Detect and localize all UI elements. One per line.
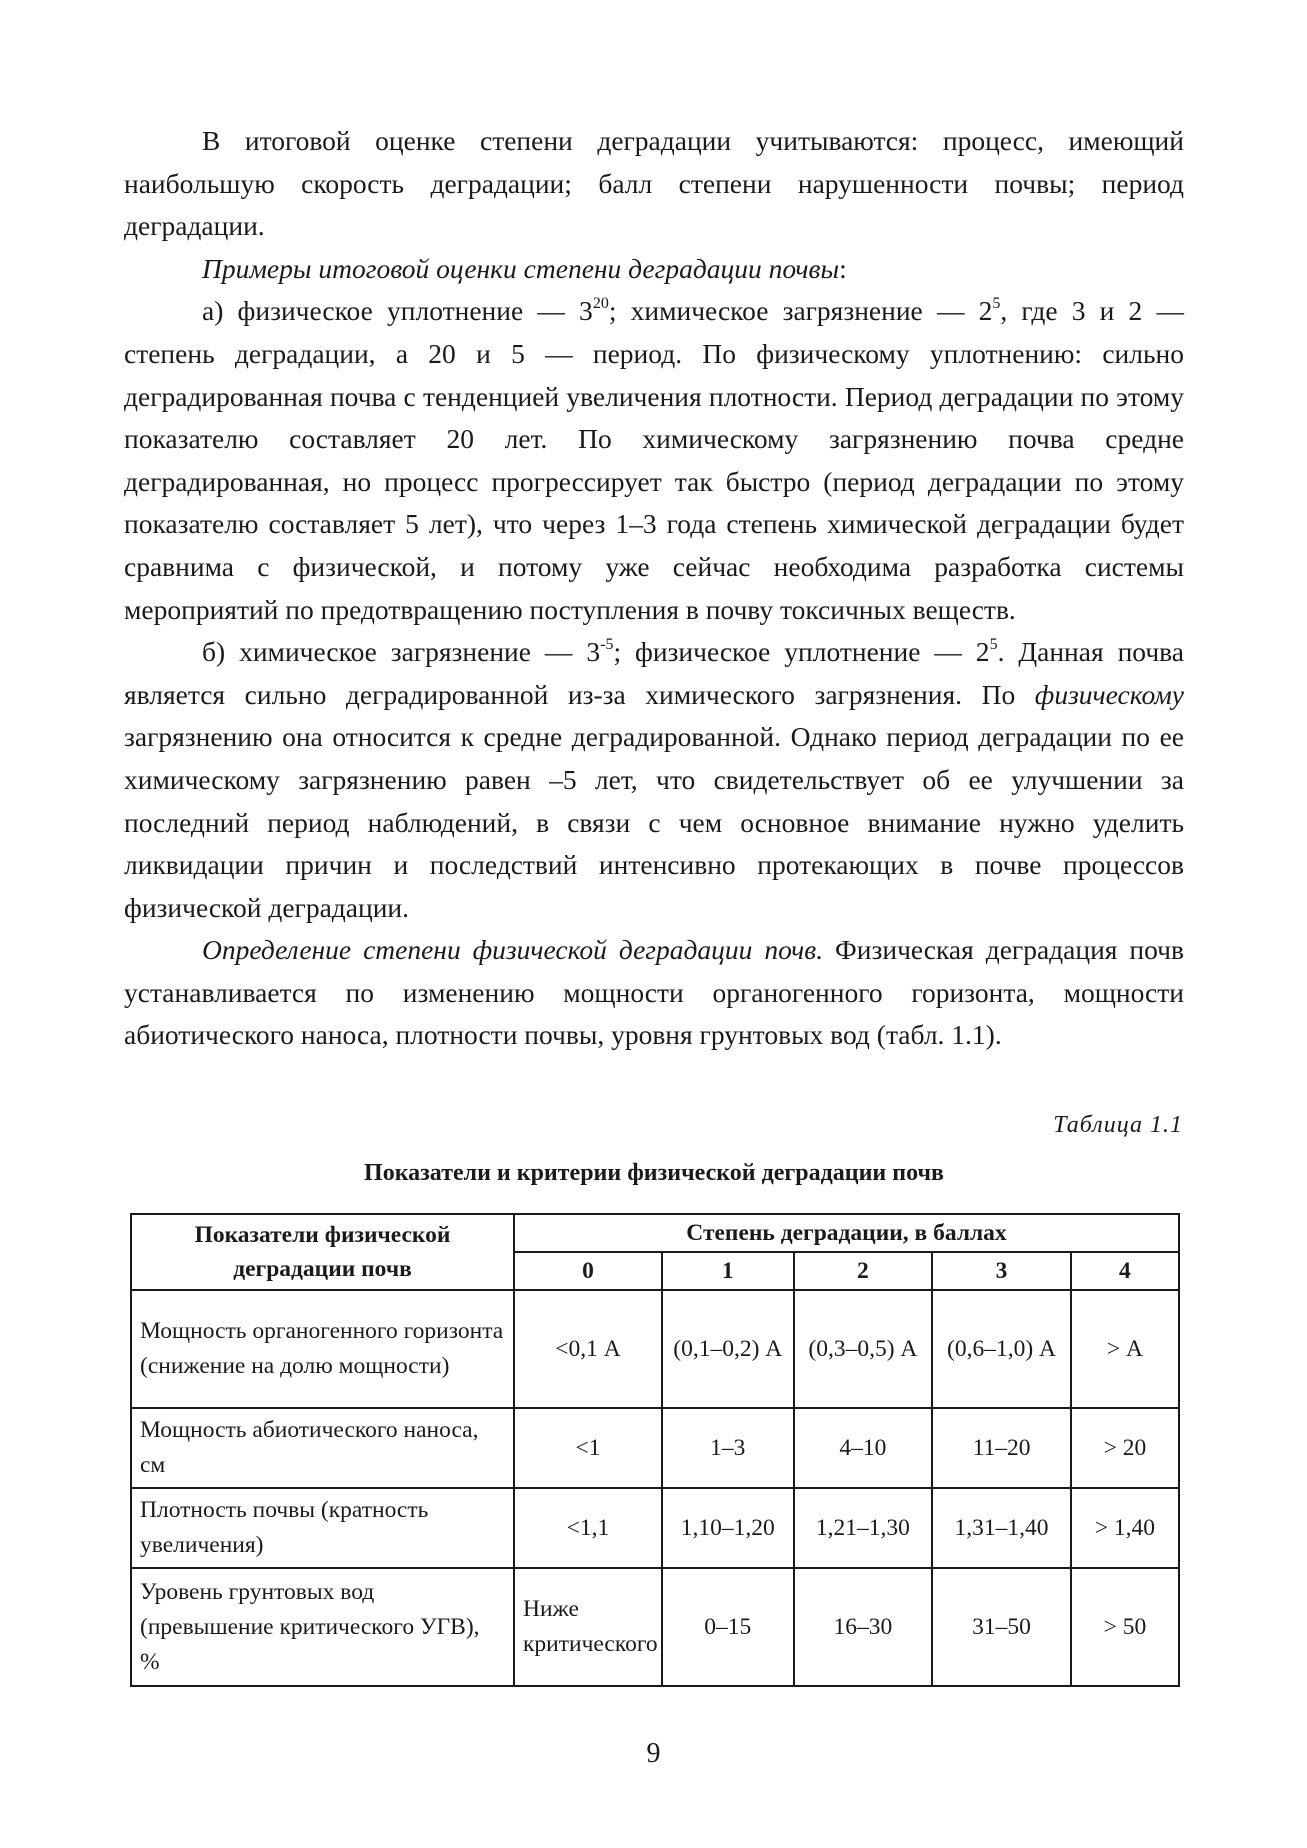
table-cell: (0,6–1,0) А bbox=[932, 1290, 1071, 1408]
paragraph-1: В итоговой оценке степени деградации учитываются: процесс, имеющий наибольшую скорость деградации; балл степени нарушенности почвы; период деградации. bbox=[124, 125, 1184, 242]
table-cell: <1 bbox=[514, 1408, 662, 1488]
superscript: -5 bbox=[600, 635, 614, 653]
header-grade: 3 bbox=[932, 1252, 1071, 1290]
table-row bbox=[131, 1488, 1179, 1568]
table-cell: <1,1 bbox=[514, 1488, 662, 1568]
table-cell: > 1,40 bbox=[1071, 1488, 1179, 1568]
table-cell: (0,3–0,5) А bbox=[794, 1290, 933, 1408]
header-indicator: Показатели физической деградации почв bbox=[131, 1214, 514, 1290]
table-cell: <0,1 А bbox=[514, 1290, 662, 1408]
table-cell: 31–50 bbox=[932, 1568, 1071, 1686]
degradation-table bbox=[130, 1213, 1180, 1687]
paragraph-example-a: а) физическое уплотнение — $3^{20}$; химическое загрязнение — $2^5$, где 3 и 2 — степень деградации, а 20 и 5 — период. По физическому уплотнению: сильно деградированная почва с тенденцией увеличения плотности. Период деградации по этому показателю составляет 20 лет. По химическому загрязнению почва средне деградированная, но процесс прогрессирует так быстро (период деградации по этому показателю составляет 5 лет), что через 1–3 года степень химической деградации будет сравнима с физической, и потому уже сейчас необходима разработка системы мероприятий по предотвращению поступления в почву токсичных веществ. bbox=[124, 295, 1184, 625]
paragraph-example-b: б) химическое загрязнение — $3^{-5}$; физическое уплотнение — $2^5$. Данная почва является сильно деградированной из-за химического загрязнения. По физическому загрязнению она относится к средне деградированной. Однако период деградации по ее химическому загрязнению равен –5 лет, что свидетельствует об ее улучшении за последний период наблюдений, в связи с чем основное внимание нужно уделить ликвидации причин и последствий интенсивно протекающих в почве процессов физической деградации. bbox=[124, 635, 1184, 923]
superscript: 20 bbox=[592, 295, 609, 313]
table-cell: 1,21–1,30 bbox=[794, 1488, 933, 1568]
header-degree: Степень деградации, в баллах bbox=[514, 1214, 1179, 1252]
table-cell: > 20 bbox=[1071, 1408, 1179, 1488]
body-text bbox=[124, 120, 1184, 1057]
table-cell: > А bbox=[1071, 1290, 1179, 1408]
header-grade: 0 bbox=[514, 1252, 662, 1290]
table-row bbox=[131, 1408, 1179, 1488]
row-label: Мощность органогенного горизонта (снижение на долю мощности) bbox=[131, 1290, 514, 1408]
row-label: Уровень грунтовых вод (превышение критического УГВ), % bbox=[131, 1568, 514, 1686]
table-cell: 16–30 bbox=[794, 1568, 933, 1686]
table-cell: 11–20 bbox=[932, 1408, 1071, 1488]
table-cell: 4–10 bbox=[794, 1408, 933, 1488]
table-cell: 1–3 bbox=[662, 1408, 794, 1488]
italic-heading-examples: Примеры итоговой оценки степени деградации почвы bbox=[202, 252, 840, 284]
table-row bbox=[131, 1290, 1179, 1408]
row-label: Плотность почвы (кратность увеличения) bbox=[131, 1488, 514, 1568]
paragraph-definition: Определение степени физической деградации почв. Физическая деградация почв устанавливается по изменению мощности органогенного горизонта, мощности абиотического наноса, плотности почвы, уровня грунтовых вод (табл. 1.1). bbox=[124, 934, 1184, 1051]
superscript: 5 bbox=[992, 295, 1001, 313]
table-cell: 1,31–1,40 bbox=[932, 1488, 1071, 1568]
table-cell: Ниже критического bbox=[514, 1568, 662, 1686]
table-cell: 0–15 bbox=[662, 1568, 794, 1686]
italic-heading-definition: Определение степени физической деградации почв. bbox=[202, 934, 824, 966]
table-title: Показатели и критерии физической деградации почв bbox=[364, 1160, 944, 1186]
header-grade: 2 bbox=[794, 1252, 933, 1290]
table-caption: Таблица 1.1 bbox=[1053, 1112, 1183, 1138]
header-grade: 1 bbox=[662, 1252, 794, 1290]
table-row bbox=[131, 1568, 1179, 1686]
table-cell: (0,1–0,2) А bbox=[662, 1290, 794, 1408]
page-number: 9 bbox=[646, 1738, 661, 1769]
table-cell: 1,10–1,20 bbox=[662, 1488, 794, 1568]
table-cell: > 50 bbox=[1071, 1568, 1179, 1686]
superscript: 5 bbox=[989, 635, 998, 653]
paragraph-2: Примеры итоговой оценки степени деградации почвы: bbox=[202, 252, 847, 284]
header-grade: 4 bbox=[1071, 1252, 1179, 1290]
row-label: Мощность абиотического наноса, см bbox=[131, 1408, 514, 1488]
